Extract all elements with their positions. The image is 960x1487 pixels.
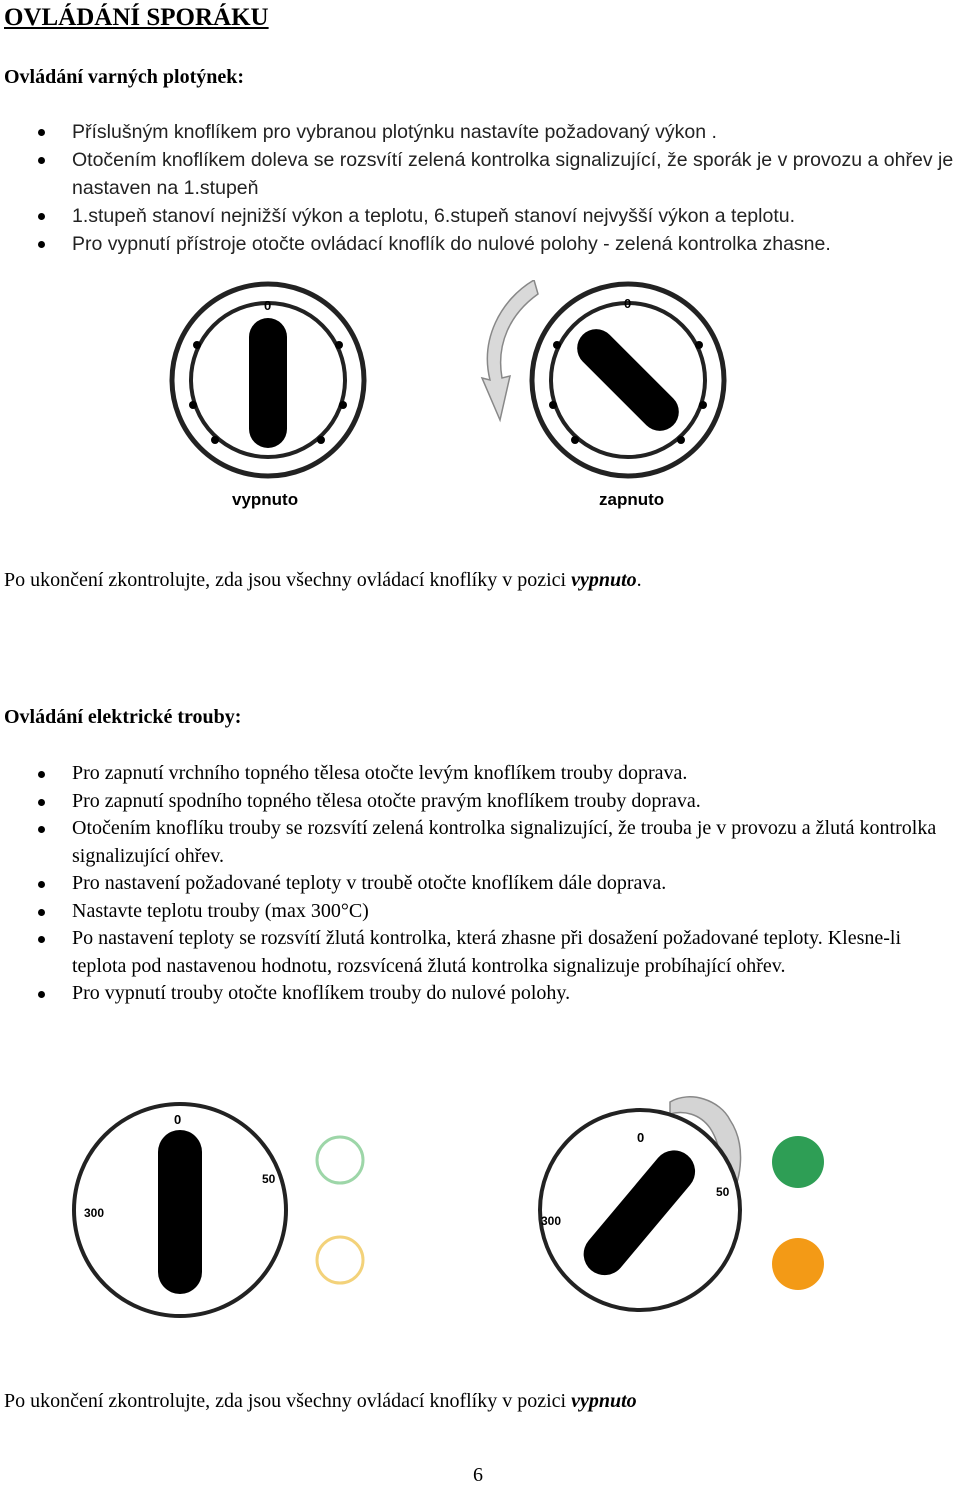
oven-check-note: Po ukončení zkontrolujte, zda jsou všechny ovládací knoflíky v pozici vypnuto bbox=[4, 1390, 637, 1412]
svg-text:300: 300 bbox=[84, 1206, 105, 1220]
knob-zero-label: 0 bbox=[264, 298, 272, 313]
knob-on bbox=[482, 280, 724, 476]
knob-off bbox=[172, 284, 364, 476]
list-item: Pro zapnutí spodního topného tělesa otočte pravým knoflíkem trouby doprava. bbox=[0, 788, 960, 816]
green-indicator-off-icon bbox=[317, 1137, 363, 1183]
svg-text:50: 50 bbox=[716, 1185, 730, 1199]
svg-text:0: 0 bbox=[174, 1112, 182, 1127]
orange-indicator-on-icon bbox=[772, 1238, 824, 1290]
list-item: Otočením knoflíkem doleva se rozsvítí zelená kontrolka signalizující, že sporák je v provozu a ohřev je nastaven na 1.stupeň bbox=[0, 146, 960, 202]
list-item: Po nastavení teploty se rozsvítí žlutá kontrolka, která zhasne při dosažení požadované teploty. Klesne-li teplota pod nastavenou hodnotu, rozsvícená žlutá kontrolka signalizuje probíhající ohřev. bbox=[0, 925, 960, 980]
svg-text:300: 300 bbox=[541, 1214, 562, 1228]
knob-handle bbox=[158, 1130, 202, 1294]
hob-heading: Ovládání varných plotýnek: bbox=[4, 66, 245, 88]
list-item: Pro nastavení požadované teploty v troubě otočte knoflíkem dále doprava. bbox=[0, 870, 960, 898]
hob-check-note: Po ukončení zkontrolujte, zda jsou všechny ovládací knoflíky v pozici vypnuto. bbox=[4, 569, 642, 591]
oven-bullet-list bbox=[0, 760, 960, 1008]
caption-on: zapnuto bbox=[599, 490, 665, 509]
list-item: 1.stupeň stanoví nejnižší výkon a teplotu, 6.stupeň stanoví nejvyšší výkon a teplotu. bbox=[0, 202, 960, 230]
rotate-arrow-icon bbox=[482, 280, 538, 420]
oven-knob-off bbox=[74, 1104, 286, 1316]
list-item: Pro vypnutí přístroje otočte ovládací knoflík do nulové polohy - zelená kontrolka zhasne. bbox=[0, 230, 960, 258]
list-item: Nastavte teplotu trouby (max 300°C) bbox=[0, 898, 960, 926]
page-title: OVLÁDÁNÍ SPORÁKU bbox=[4, 4, 269, 31]
oven-knobs-figure bbox=[70, 1080, 860, 1340]
svg-text:50: 50 bbox=[262, 1172, 276, 1186]
svg-text:0: 0 bbox=[624, 296, 632, 311]
oven-knob-on bbox=[540, 1097, 741, 1310]
hob-knobs-figure bbox=[150, 280, 750, 480]
page-number: 6 bbox=[473, 1464, 483, 1486]
green-indicator-on-icon bbox=[772, 1136, 824, 1188]
knob-handle bbox=[249, 318, 287, 448]
oven-heading: Ovládání elektrické trouby: bbox=[4, 706, 242, 728]
hob-bullet-list bbox=[0, 118, 960, 258]
caption-off: vypnuto bbox=[232, 490, 299, 509]
list-item: Příslušným knoflíkem pro vybranou plotýnku nastavíte požadovaný výkon . bbox=[0, 118, 960, 146]
list-item: Otočením knoflíku trouby se rozsvítí zelená kontrolka signalizující, že trouba je v provozu a žlutá kontrolka signalizující ohřev. bbox=[0, 815, 960, 870]
list-item: Pro zapnutí vrchního topného tělesa otočte levým knoflíkem trouby doprava. bbox=[0, 760, 960, 788]
svg-text:0: 0 bbox=[637, 1130, 645, 1145]
list-item: Pro vypnutí trouby otočte knoflíkem trouby do nulové polohy. bbox=[0, 980, 960, 1008]
orange-indicator-off-icon bbox=[317, 1237, 363, 1283]
